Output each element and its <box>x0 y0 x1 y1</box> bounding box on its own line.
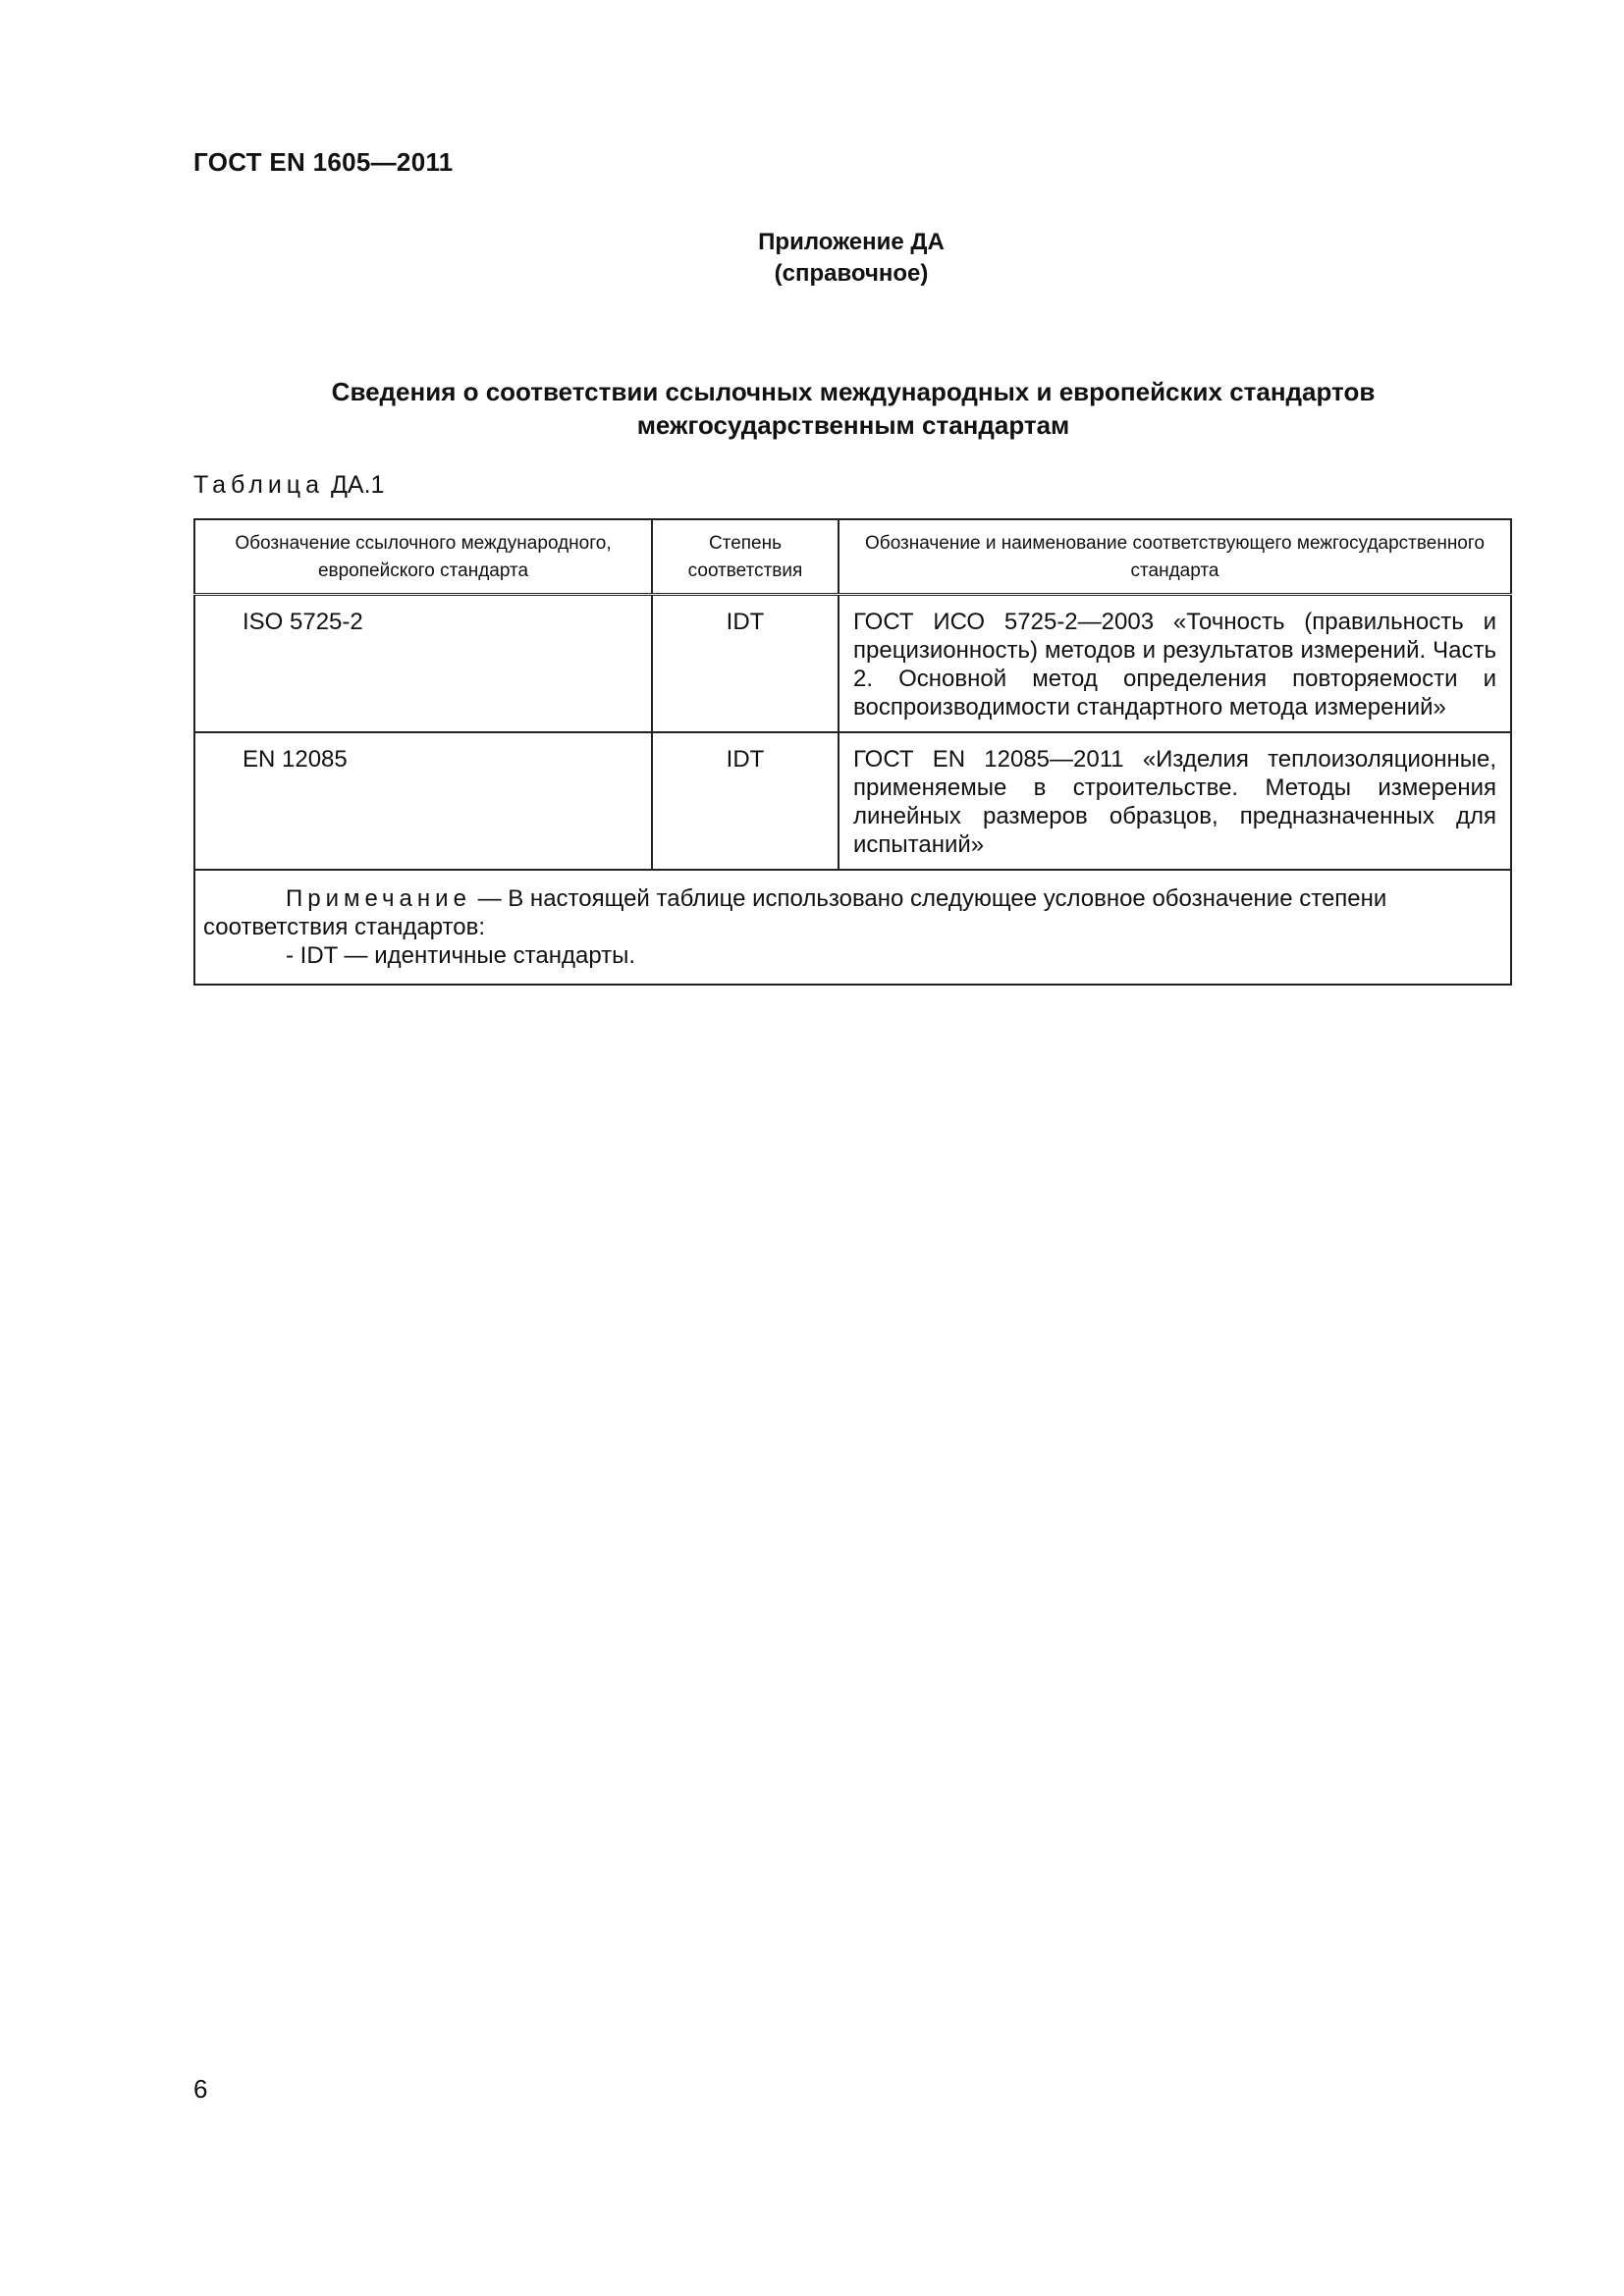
section-title-line-2: межгосударственным стандартам <box>636 410 1070 440</box>
cell-degree: IDT <box>652 595 839 733</box>
standards-table <box>193 518 1512 986</box>
section-title-line-1: Сведения о соответствии ссылочных международных и европейских стандартов <box>331 377 1376 406</box>
annex-title: Приложение ДА <box>758 229 945 255</box>
table-row <box>194 732 1511 870</box>
cell-standard: EN 12085 <box>194 732 652 870</box>
section-title <box>193 375 1513 442</box>
annex-heading <box>0 227 1624 290</box>
note-label: Примечание <box>286 885 471 912</box>
column-header-name: Обозначение и наименование соответствующего межгосударственного стандарта <box>839 519 1511 595</box>
cell-name: ГОСТ EN 12085—2011 «Изделия теплоизоляционные, применяемые в строительстве. Методы измерения линейных размеров образцов, предназначенных для испытаний» <box>839 732 1511 870</box>
note-text: — В настоящей таблице использовано следующее условное обозначение степени соответствия стандартов: <box>203 885 1387 940</box>
table-caption-word: Таблица <box>193 471 325 499</box>
column-header-degree: Степень соответствия <box>652 519 839 595</box>
table-caption <box>193 471 384 500</box>
cell-degree: IDT <box>652 732 839 870</box>
document-code: ГОСТ EN 1605—2011 <box>193 147 454 177</box>
annex-subtitle: (справочное) <box>774 260 929 287</box>
column-header-standard: Обозначение ссылочного международного, европейского стандарта <box>194 519 652 595</box>
page-number: 6 <box>193 2074 208 2104</box>
cell-name: ГОСТ ИСО 5725-2—2003 «Точность (правильность и прецизионность) методов и результатов измерений. Часть 2. Основной метод определения повторяемости и воспроизводимости стандартного метода измерений» <box>839 595 1511 733</box>
cell-standard: ISO 5725-2 <box>194 595 652 733</box>
table-row <box>194 595 1511 733</box>
table-header-row <box>194 519 1511 595</box>
table-note <box>194 870 1511 985</box>
table-caption-number: ДА.1 <box>330 471 385 499</box>
note-paragraph <box>203 884 1496 941</box>
table-note-row <box>194 870 1511 985</box>
note-item: - IDT — идентичные стандарты. <box>286 942 636 969</box>
